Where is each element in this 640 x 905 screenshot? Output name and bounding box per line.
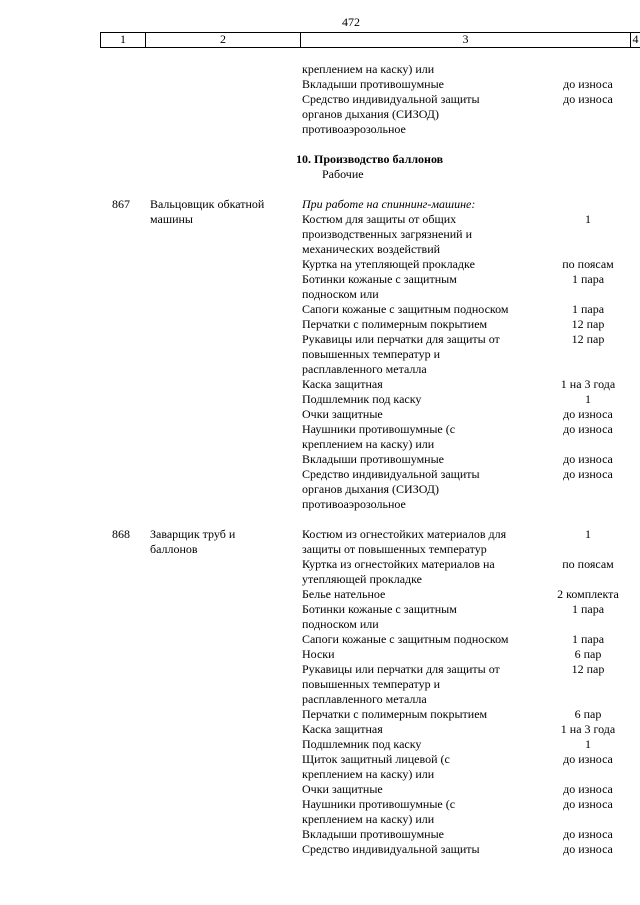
table-row bbox=[0, 842, 640, 857]
table-row bbox=[0, 797, 640, 812]
table-row bbox=[0, 452, 640, 467]
table-row bbox=[0, 527, 640, 542]
table-row bbox=[0, 77, 640, 92]
table-row bbox=[0, 422, 640, 437]
item-qty: 1 на 3 года bbox=[560, 377, 616, 391]
column-header-1: 1 bbox=[100, 33, 145, 47]
entry-number: 868 bbox=[112, 527, 130, 541]
item-text: Средство индивидуальной защиты bbox=[302, 467, 480, 481]
table-row bbox=[0, 197, 640, 212]
table-row bbox=[0, 212, 640, 227]
item-text: Куртка из огнестойких материалов на bbox=[302, 557, 495, 571]
item-qty: 1 bbox=[585, 212, 591, 226]
table-row bbox=[0, 542, 640, 557]
item-text: Средство индивидуальной защиты bbox=[302, 842, 480, 856]
item-qty: 12 пар bbox=[571, 317, 605, 331]
entry-867 bbox=[0, 197, 640, 512]
section-title: 10. Производство баллонов bbox=[296, 152, 444, 166]
table-row bbox=[0, 332, 640, 347]
section-subtitle-row bbox=[0, 167, 640, 182]
table-row bbox=[0, 722, 640, 737]
table-row bbox=[0, 482, 640, 497]
job-title: Вальцовщик обкатной bbox=[150, 197, 265, 211]
item-qty: 12 пар bbox=[571, 332, 605, 346]
item-text: При работе на спиннинг-машине: bbox=[302, 197, 476, 211]
table-row bbox=[0, 752, 640, 767]
table-row bbox=[0, 257, 640, 272]
item-qty: 1 bbox=[585, 527, 591, 541]
item-text: Носки bbox=[302, 647, 335, 661]
item-text: повышенных температур и bbox=[302, 347, 441, 361]
item-qty: по поясам bbox=[562, 257, 614, 271]
item-text: Очки защитные bbox=[302, 407, 383, 421]
table-row bbox=[0, 392, 640, 407]
item-text: подноском или bbox=[302, 617, 379, 631]
item-qty: 1 на 3 года bbox=[560, 722, 616, 736]
item-text: Средство индивидуальной защиты bbox=[302, 92, 480, 106]
item-qty: до износа bbox=[563, 842, 613, 856]
item-text: органов дыхания (СИЗОД) bbox=[302, 107, 439, 121]
item-text: Вкладыши противошумные bbox=[302, 452, 444, 466]
job-title: Заварщик труб и bbox=[150, 527, 236, 541]
item-text: Вкладыши противошумные bbox=[302, 827, 444, 841]
table-row bbox=[0, 242, 640, 257]
item-text: Белье нательное bbox=[302, 587, 386, 601]
item-qty: 1 bbox=[585, 392, 591, 406]
item-text: Куртка на утепляющей прокладке bbox=[302, 257, 475, 271]
table-row bbox=[0, 347, 640, 362]
table-row bbox=[0, 497, 640, 512]
table-row bbox=[0, 227, 640, 242]
item-qty: до износа bbox=[563, 92, 613, 106]
item-text: Каска защитная bbox=[302, 722, 383, 736]
item-qty: 1 пара bbox=[571, 272, 605, 286]
item-text: Рукавицы или перчатки для защиты от bbox=[302, 332, 500, 346]
table-row bbox=[0, 302, 640, 317]
table-row bbox=[0, 692, 640, 707]
item-text: Ботинки кожаные с защитным bbox=[302, 602, 457, 616]
job-title: машины bbox=[150, 212, 193, 226]
table-row bbox=[0, 362, 640, 377]
table-row bbox=[0, 107, 640, 122]
column-header-4: 4 bbox=[630, 33, 640, 47]
item-qty: до износа bbox=[563, 77, 613, 91]
item-text: расплавленного металла bbox=[302, 692, 427, 706]
item-text: креплением на каску) или bbox=[302, 812, 435, 826]
item-qty: 1 пара bbox=[571, 602, 605, 616]
table-row bbox=[0, 557, 640, 572]
item-text: Подшлемник под каску bbox=[302, 392, 422, 406]
item-qty: до износа bbox=[563, 782, 613, 796]
item-text: Наушники противошумные (с bbox=[302, 422, 456, 436]
table-row bbox=[0, 677, 640, 692]
table-row bbox=[0, 377, 640, 392]
column-header-row bbox=[100, 32, 640, 48]
table-row bbox=[0, 647, 640, 662]
job-title: баллонов bbox=[150, 542, 198, 556]
column-header-3: 3 bbox=[300, 33, 630, 47]
item-text: противоаэрозольное bbox=[302, 122, 406, 136]
table-row bbox=[0, 707, 640, 722]
table-row bbox=[0, 737, 640, 752]
table-row bbox=[0, 272, 640, 287]
item-text: Перчатки с полимерным покрытием bbox=[302, 707, 488, 721]
table-row bbox=[0, 122, 640, 137]
continuation-block bbox=[0, 62, 640, 137]
item-text: Сапоги кожаные с защитным подноском bbox=[302, 632, 509, 646]
item-text: Костюм из огнестойких материалов для bbox=[302, 527, 507, 541]
table-row bbox=[0, 767, 640, 782]
item-text: Очки защитные bbox=[302, 782, 383, 796]
item-text: подноском или bbox=[302, 287, 379, 301]
item-text: расплавленного металла bbox=[302, 362, 427, 376]
item-text: креплением на каску) или bbox=[302, 437, 435, 451]
table-row bbox=[0, 617, 640, 632]
item-text: Перчатки с полимерным покрытием bbox=[302, 317, 488, 331]
table-row bbox=[0, 782, 640, 797]
item-qty: 1 пара bbox=[571, 632, 605, 646]
table-row bbox=[0, 587, 640, 602]
table-row bbox=[0, 827, 640, 842]
table-row bbox=[0, 92, 640, 107]
item-qty: 12 пар bbox=[571, 662, 605, 676]
entry-868 bbox=[0, 527, 640, 857]
table-row bbox=[0, 632, 640, 647]
table-row bbox=[0, 812, 640, 827]
table-row bbox=[0, 287, 640, 302]
page-number: 472 bbox=[342, 15, 360, 29]
item-text: противоаэрозольное bbox=[302, 497, 406, 511]
section-subtitle: Рабочие bbox=[322, 167, 364, 181]
item-qty: 1 пара bbox=[571, 302, 605, 316]
item-qty: до износа bbox=[563, 752, 613, 766]
item-text: утепляющей прокладке bbox=[302, 572, 422, 586]
table-row bbox=[0, 467, 640, 482]
table-row bbox=[0, 662, 640, 677]
table-row bbox=[0, 407, 640, 422]
column-header-2: 2 bbox=[145, 33, 300, 47]
table-row bbox=[0, 437, 640, 452]
item-qty: до износа bbox=[563, 827, 613, 841]
item-text: Ботинки кожаные с защитным bbox=[302, 272, 457, 286]
table-row bbox=[0, 602, 640, 617]
item-text: органов дыхания (СИЗОД) bbox=[302, 482, 439, 496]
item-text: Подшлемник под каску bbox=[302, 737, 422, 751]
entry-number: 867 bbox=[112, 197, 130, 211]
item-text: Щиток защитный лицевой (с bbox=[302, 752, 450, 766]
item-text: Сапоги кожаные с защитным подноском bbox=[302, 302, 509, 316]
item-text: повышенных температур и bbox=[302, 677, 441, 691]
item-text: креплением на каску) или bbox=[302, 62, 435, 76]
item-qty: до износа bbox=[563, 452, 613, 466]
item-qty: по поясам bbox=[562, 557, 614, 571]
item-qty: 6 пар bbox=[574, 707, 602, 721]
table-row bbox=[0, 317, 640, 332]
table-row bbox=[0, 572, 640, 587]
item-qty: до износа bbox=[563, 422, 613, 436]
item-text: производственных загрязнений и bbox=[302, 227, 473, 241]
item-qty: 6 пар bbox=[574, 647, 602, 661]
item-qty: до износа bbox=[563, 407, 613, 421]
item-text: Вкладыши противошумные bbox=[302, 77, 444, 91]
table-row bbox=[0, 62, 640, 77]
item-text: Костюм для защиты от общих bbox=[302, 212, 457, 226]
item-text: Каска защитная bbox=[302, 377, 383, 391]
document-body bbox=[0, 62, 640, 857]
item-text: Рукавицы или перчатки для защиты от bbox=[302, 662, 500, 676]
item-qty: 1 bbox=[585, 737, 591, 751]
item-text: Наушники противошумные (с bbox=[302, 797, 456, 811]
item-text: креплением на каску) или bbox=[302, 767, 435, 781]
item-text: защиты от повышенных температур bbox=[302, 542, 487, 556]
item-text: механических воздействий bbox=[302, 242, 441, 256]
item-qty: 2 комплекта bbox=[557, 587, 619, 601]
section-title-row bbox=[0, 152, 640, 167]
item-qty: до износа bbox=[563, 797, 613, 811]
item-qty: до износа bbox=[563, 467, 613, 481]
